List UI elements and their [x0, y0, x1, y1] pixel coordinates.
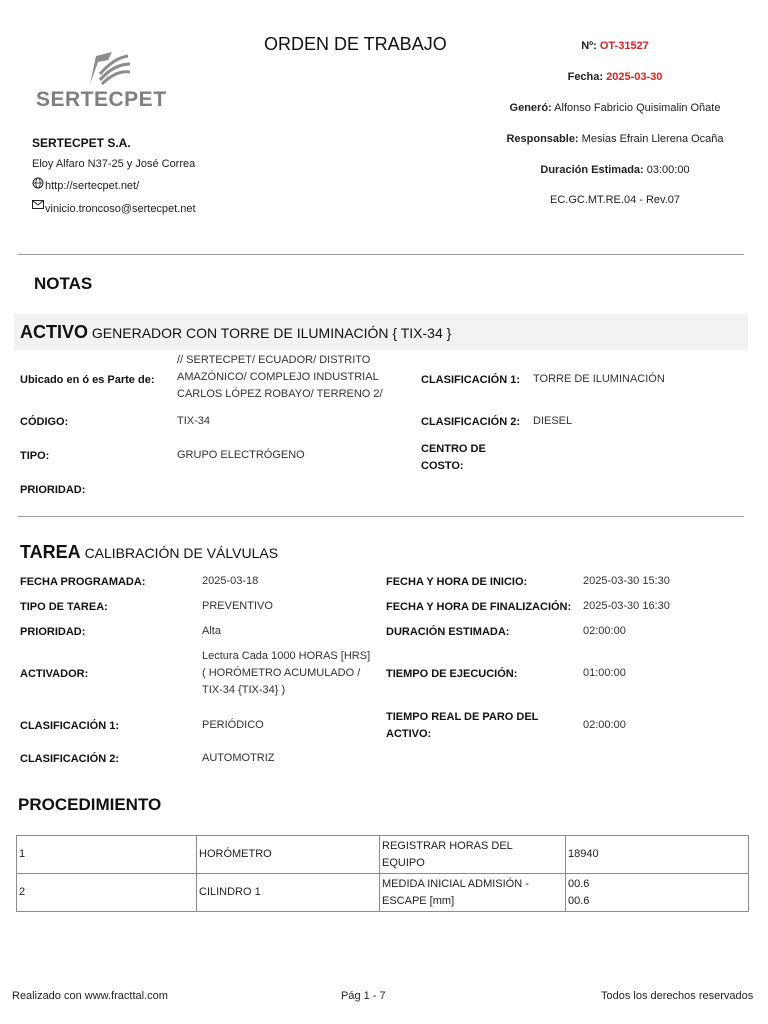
company-website[interactable]	[32, 177, 139, 192]
company-website-link[interactable]: http://sertecpet.net/	[45, 180, 140, 192]
task-type-label: TIPO DE TAREA:	[20, 601, 108, 613]
document-title: ORDEN DE TRABAJO	[264, 34, 447, 54]
order-number	[490, 40, 740, 52]
estimated-duration	[490, 164, 740, 176]
procedure-step-value	[566, 836, 749, 874]
footer-page-number: Pág 1 - 7	[341, 990, 386, 1002]
task-downtime-label-line: TIEMPO REAL DE PARO DEL	[386, 711, 539, 723]
task-trigger-line: ( HORÓMETRO ACUMULADO /	[202, 667, 361, 679]
procedure-step-number: 1	[17, 836, 197, 874]
procedure-step-description-line: EQUIPO	[382, 856, 425, 869]
order-date-value: 2025-03-30	[606, 71, 663, 83]
procedure-step-item: HORÓMETRO	[197, 836, 380, 874]
asset-cost-center-label-line: CENTRO DE	[421, 443, 486, 455]
asset-class2-label: CLASIFICACIÓN 2:	[421, 416, 520, 428]
procedure-step-description-line: ESCAPE [mm]	[382, 894, 455, 907]
estimated-duration-label: Duración Estimada:	[540, 164, 644, 176]
procedure-step-item: CILINDRO 1	[197, 874, 380, 912]
task-est-duration-label: DURACIÓN ESTIMADA:	[386, 626, 510, 638]
asset-class1-value: TORRE DE ILUMINACIÓN	[533, 373, 665, 385]
task-class1-value: PERIÓDICO	[202, 719, 264, 731]
task-downtime-label	[386, 709, 538, 743]
task-trigger-line: Lectura Cada 1000 HORAS [HRS]	[202, 650, 371, 662]
procedure-step-description	[380, 874, 566, 912]
procedure-table	[16, 835, 749, 912]
company-address: Eloy Alfaro N37-25 y José Correa	[32, 158, 196, 170]
company-logo	[36, 50, 186, 112]
procedure-step-value-line: 00.6	[568, 894, 590, 907]
task-class1-label: CLASIFICACIÓN 1:	[20, 720, 119, 732]
logo-mark-icon	[86, 50, 132, 86]
generated-by	[490, 102, 740, 114]
task-exec-time-value: 01:00:00	[583, 667, 626, 679]
procedure-step-value-line: 00.6	[568, 877, 590, 890]
task-downtime-label-line: ACTIVO:	[386, 728, 432, 740]
asset-code-label: CÓDIGO:	[20, 416, 69, 428]
globe-icon	[32, 177, 44, 189]
procedure-title: PROCEDIMIENTO	[18, 795, 162, 814]
task-scheduled-value: 2025-03-18	[202, 575, 259, 587]
asset-heading-value: GENERADOR CON TORRE DE ILUMINACIÓN { TIX-34 }	[91, 325, 452, 341]
responsible	[490, 133, 740, 145]
procedure-step-description-line: REGISTRAR HORAS DEL	[382, 839, 513, 852]
asset-type-label: TIPO:	[20, 450, 50, 462]
task-est-duration-value: 02:00:00	[583, 625, 626, 637]
responsible-value: Mesias Efrain Llerena Ocaña	[581, 133, 724, 145]
task-start-value: 2025-03-30 15:30	[583, 575, 670, 587]
responsible-label: Responsable:	[506, 133, 579, 145]
task-end-label: FECHA Y HORA DE FINALIZACIÓN:	[386, 601, 572, 613]
procedure-step-value	[566, 874, 749, 912]
document-code: EC.GC.MT.RE.04 - Rev.07	[550, 194, 680, 206]
divider	[18, 254, 744, 255]
asset-cost-center-label	[421, 441, 486, 475]
asset-heading	[20, 322, 451, 343]
task-end-value: 2025-03-30 16:30	[583, 600, 670, 612]
asset-type-value: GRUPO ELECTRÓGENO	[177, 449, 305, 461]
task-trigger-line: TIX-34 {TIX-34} )	[202, 684, 286, 696]
asset-heading-label: ACTIVO	[20, 322, 89, 342]
footer-rights: Todos los derechos reservados	[601, 990, 754, 1002]
task-priority-label: PRIORIDAD:	[20, 626, 86, 638]
asset-priority-label: PRIORIDAD:	[20, 484, 86, 496]
procedure-step-description-line: MEDIDA INICIAL ADMISIÓN -	[382, 877, 529, 890]
footer-made-with: Realizado con www.fracttal.com	[12, 990, 168, 1002]
task-trigger-label: ACTIVADOR:	[20, 668, 89, 680]
task-downtime-value: 02:00:00	[583, 719, 626, 731]
task-priority-value: Alta	[202, 625, 221, 637]
table-row	[17, 836, 749, 874]
task-trigger-value	[202, 648, 370, 699]
asset-location-value	[177, 352, 383, 403]
asset-location-line: AMAZÓNICO/ COMPLEJO INDUSTRIAL	[177, 371, 379, 383]
envelope-icon	[32, 200, 44, 210]
asset-class2-value: DIESEL	[533, 415, 573, 427]
task-exec-time-label: TIEMPO DE EJECUCIÓN:	[386, 668, 518, 680]
task-heading-label: TAREA	[20, 542, 81, 562]
notes-title: NOTAS	[34, 274, 93, 293]
table-row	[17, 874, 749, 912]
procedure-step-number: 2	[17, 874, 197, 912]
procedure-step-description	[380, 836, 566, 874]
asset-cost-center-label-line: COSTO:	[421, 460, 464, 472]
asset-location-line: // SERTECPET/ ECUADOR/ DISTRITO	[177, 354, 371, 366]
logo-wordmark: SERTECPET	[36, 88, 167, 111]
divider	[18, 516, 744, 517]
order-date	[490, 71, 740, 83]
company-name: SERTECPET S.A.	[32, 136, 131, 150]
estimated-duration-value: 03:00:00	[646, 164, 690, 176]
company-email[interactable]	[32, 200, 196, 215]
task-heading-value: CALIBRACIÓN DE VÁLVULAS	[84, 545, 279, 561]
task-heading	[20, 542, 278, 563]
asset-location-label: Ubicado en ó es Parte de:	[20, 374, 155, 386]
task-class2-value: AUTOMOTRIZ	[202, 752, 275, 764]
order-number-label: Nº:	[581, 40, 597, 52]
procedure-step-value-line: 18940	[568, 848, 599, 860]
asset-class1-label: CLASIFICACIÓN 1:	[421, 374, 520, 386]
asset-location-line: CARLOS LÓPEZ ROBAYO/ TERRENO 2/	[177, 388, 383, 400]
task-class2-label: CLASIFICACIÓN 2:	[20, 753, 119, 765]
asset-code-value: TIX-34	[177, 415, 211, 427]
task-start-label: FECHA Y HORA DE INICIO:	[386, 576, 528, 588]
company-email-link[interactable]: vinicio.troncoso@sertecpet.net	[45, 203, 196, 215]
generated-by-value: Alfonso Fabricio Quisimalin Oñate	[554, 102, 721, 114]
task-scheduled-label: FECHA PROGRAMADA:	[20, 576, 146, 588]
generated-by-label: Generó:	[509, 102, 552, 114]
task-type-value: PREVENTIVO	[202, 600, 273, 612]
order-number-value: OT-31527	[599, 40, 649, 52]
order-date-label: Fecha:	[567, 71, 604, 83]
